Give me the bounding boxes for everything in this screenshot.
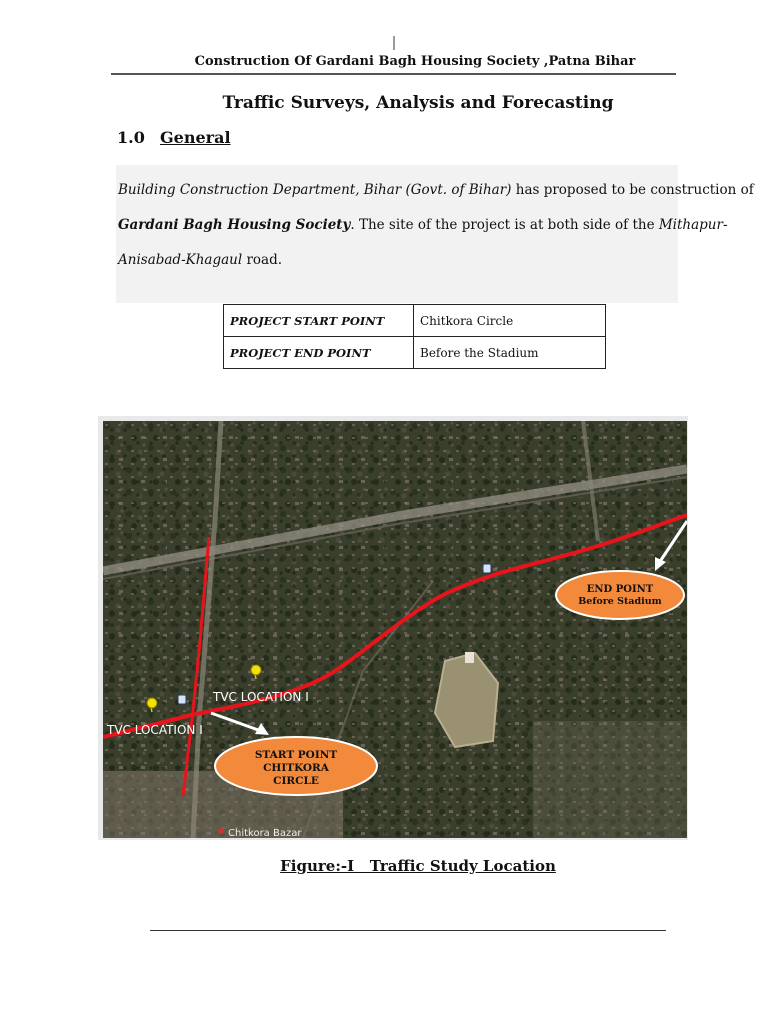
paragraph-line-2 [118, 217, 728, 233]
footer-divider [150, 930, 666, 931]
road-name: Mithapur- [658, 217, 728, 233]
callout-text: END POINT [586, 584, 654, 595]
route-marker-icon [178, 695, 186, 704]
header-divider [111, 73, 676, 75]
stadium-marker-icon [465, 652, 474, 663]
place-marker-icon [218, 828, 224, 834]
figure-caption: Figure:-I Traffic Study Location [280, 857, 556, 875]
end-point-callout [556, 571, 684, 619]
callout-text: Before Stadium [578, 596, 662, 607]
paragraph-line-1 [118, 182, 754, 198]
road-name: Anisabad-Khagaul [118, 252, 243, 268]
paragraph-text: has proposed to be construction of [511, 182, 754, 198]
start-point-callout [215, 737, 377, 795]
urban-area [533, 721, 687, 838]
tvc-location-label: TVC LOCATION I [213, 690, 309, 704]
table-row [224, 305, 606, 337]
table-cell-label: PROJECT START POINT [224, 305, 414, 337]
society-name: Gardani Bagh Housing Society [118, 217, 351, 233]
satellite-map [103, 421, 687, 838]
project-points-table [223, 304, 606, 369]
paragraph-text: . The site of the project is at both side of the [350, 217, 659, 233]
route-marker-icon [483, 564, 491, 573]
section-number: 1.0 [117, 128, 145, 147]
section-heading: General [160, 128, 231, 147]
table-cell-label: PROJECT END POINT [224, 337, 414, 369]
running-header: Construction Of Gardani Bagh Housing Society ,Patna Bihar [194, 54, 636, 69]
paragraph-line-3 [118, 252, 282, 268]
department-name: Building Construction Department, Bihar (Govt. of Bihar) [118, 182, 512, 198]
tvc-location-label: TVC LOCATION I [107, 723, 203, 737]
table-cell-value: Chitkora Circle [414, 305, 606, 337]
callout-text: CIRCLE [273, 775, 319, 787]
page-title: Traffic Surveys, Analysis and Forecasting [222, 93, 614, 113]
callout-text: CHITKORA [263, 762, 329, 774]
table-cell-value: Before the Stadium [414, 337, 606, 369]
paragraph-text: road. [242, 252, 283, 268]
table-row [224, 337, 606, 369]
place-label: Chitkora Bazar [228, 828, 302, 838]
callout-text: START POINT [254, 749, 338, 761]
top-marker [393, 36, 395, 50]
